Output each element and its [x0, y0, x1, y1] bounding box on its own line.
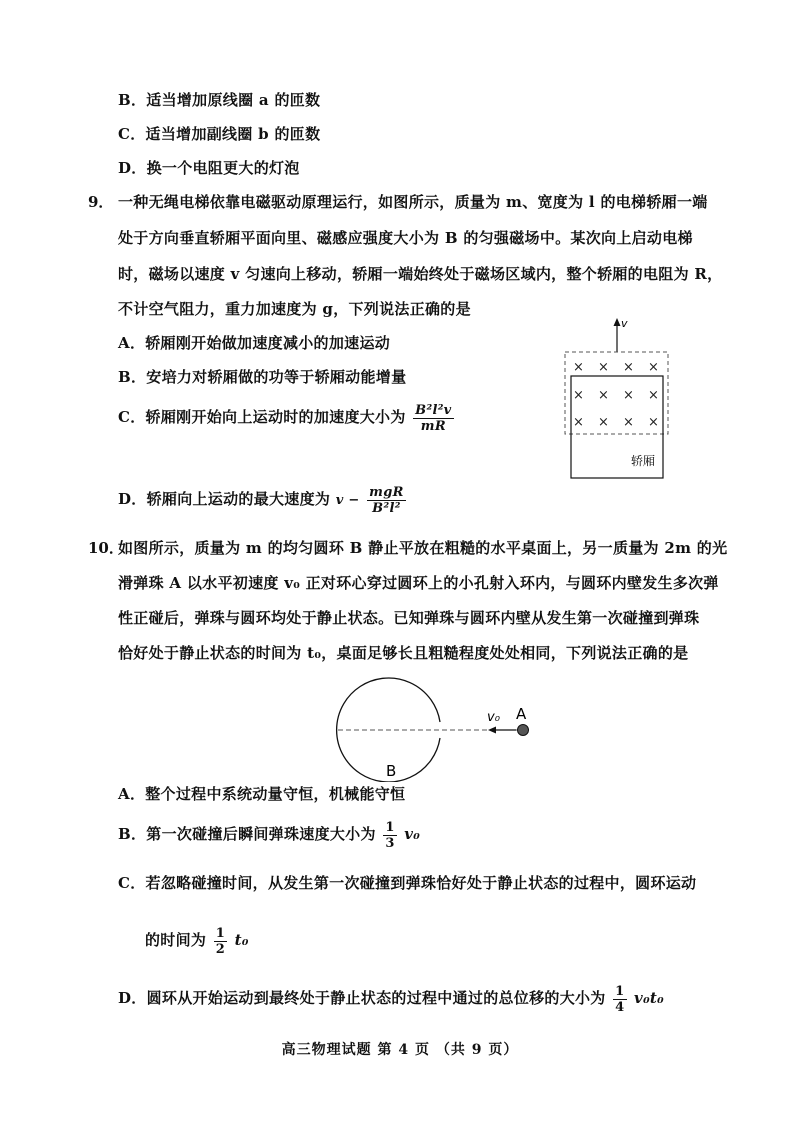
velocity-label: v — [621, 317, 628, 330]
q9-option-c-denominator: mR — [420, 418, 446, 434]
ring-b-label: B — [386, 762, 397, 780]
q10-option-b — [118, 816, 420, 852]
q10-option-d-fraction — [613, 984, 626, 1015]
q8-option-d: D．换一个电阻更大的灯泡 — [118, 159, 300, 177]
q10-stem-line4: 恰好处于静止状态的时间为 t₀，桌面足够长且粗糙程度处处相同，下列说法正确的是 — [118, 644, 689, 662]
q9-option-d-denominator: B²l² — [372, 500, 401, 516]
q10-option-b-denominator: 3 — [385, 835, 395, 851]
page-footer: 高三物理试题 第 4 页 （共 9 页） — [281, 1042, 519, 1058]
cross-icon: × — [598, 360, 609, 375]
q8-option-c: C．适当增加副线圈 b 的匝数 — [118, 125, 321, 143]
q9-option-b: B．安培力对轿厢做的功等于轿厢动能增量 — [118, 368, 407, 386]
q9-number: 9． — [88, 193, 114, 211]
cross-icon: × — [598, 388, 609, 403]
q9-elevator-figure — [555, 310, 675, 485]
q10-option-b-fraction — [383, 820, 396, 851]
q9-stem-line3: 时，磁场以速度 v 匀速向上移动，轿厢一端始终处于磁场区域内，整个轿厢的电阻为 R， — [118, 265, 723, 283]
cross-icon: × — [648, 360, 659, 375]
q10-option-a: A．整个过程中系统动量守恒，机械能守恒 — [118, 785, 406, 803]
q9-option-d-text: D．轿厢向上运动的最大速度为 — [118, 490, 331, 508]
q10-option-b-numerator: 1 — [385, 819, 395, 835]
q10-option-d-text: D．圆环从开始运动到最终处于静止状态的过程中通过的总位移的大小为 — [118, 989, 606, 1007]
ball-a — [518, 725, 529, 736]
field-crosses — [573, 360, 659, 430]
initial-velocity-arrow-head — [488, 727, 496, 734]
q10-stem-line1: 如图所示，质量为 m 的均匀圆环 B 静止平放在粗糙的水平桌面上，另一质量为 2m 的光 — [118, 539, 728, 557]
q9-option-a: A．轿厢刚开始做加速度减小的加速运动 — [118, 334, 391, 352]
q9-option-c-text: C．轿厢刚开始向上运动时的加速度大小为 — [118, 408, 406, 426]
q10-option-d-numerator: 1 — [615, 983, 625, 999]
q10-option-b-suffix: v₀ — [404, 825, 421, 843]
q9-option-d — [118, 482, 408, 518]
velocity-arrow-head — [614, 318, 621, 326]
q10-option-d — [118, 980, 664, 1016]
cross-icon: × — [623, 360, 634, 375]
q9-option-d-prefix: v − — [335, 493, 360, 508]
q10-option-d-suffix: v₀t₀ — [634, 989, 665, 1007]
q9-stem-line4: 不计空气阻力，重力加速度为 g，下列说法正确的是 — [118, 300, 471, 318]
q10-option-c-line2 — [145, 922, 249, 958]
cross-icon: × — [573, 415, 584, 430]
cross-icon: × — [573, 388, 584, 403]
q10-option-c-denominator: 2 — [215, 941, 226, 957]
q9-option-d-fraction — [367, 485, 406, 516]
q9-stem-line2: 处于方向垂直轿厢平面向里、磁感应强度大小为 B 的匀强磁场中。某次向上启动电梯 — [118, 229, 693, 247]
cross-icon: × — [573, 360, 584, 375]
q9-option-c — [118, 400, 456, 434]
q10-option-c-suffix: t₀ — [234, 931, 249, 949]
q9-option-c-fraction — [413, 403, 453, 434]
cross-icon: × — [648, 415, 659, 430]
q8-option-b: B．适当增加原线圈 a 的匝数 — [118, 91, 321, 109]
initial-velocity-label: v₀ — [487, 710, 500, 725]
q10-stem-line2: 滑弹珠 A 以水平初速度 v₀ 正对环心穿过圆环上的小孔射入环内，与圆环内壁发生多次弹 — [118, 574, 719, 592]
q10-stem-line3: 性正碰后，弹珠与圆环均处于静止状态。已知弹珠与圆环内壁从发生第一次碰撞到弹珠 — [118, 609, 700, 627]
q10-option-c-numerator: 1 — [215, 925, 226, 941]
q10-option-b-text: B．第一次碰撞后瞬间弹珠速度大小为 — [118, 825, 376, 843]
ball-a-label: A — [516, 705, 527, 723]
cross-icon: × — [648, 388, 659, 403]
q10-option-c-line1: C．若忽略碰撞时间，从发生第一次碰撞到弹珠恰好处于静止状态的过程中，圆环运动 — [118, 874, 697, 892]
q9-option-d-numerator: mgR — [369, 484, 404, 500]
cross-icon: × — [623, 388, 634, 403]
cross-icon: × — [623, 415, 634, 430]
cross-icon: × — [598, 415, 609, 430]
q10-option-c-text: 的时间为 — [145, 931, 207, 949]
q10-option-d-denominator: 4 — [615, 999, 625, 1015]
q9-option-c-numerator: B²l²v — [415, 402, 452, 418]
q9-stem-line1: 一种无绳电梯依靠电磁驱动原理运行，如图所示，质量为 m、宽度为 l 的电梯轿厢一端 — [118, 193, 708, 211]
q10-option-c-fraction — [214, 926, 227, 957]
q10-number: 10． — [88, 539, 124, 557]
elevator-car-label: 轿厢 — [631, 454, 656, 468]
q10-ring-figure — [330, 672, 550, 782]
